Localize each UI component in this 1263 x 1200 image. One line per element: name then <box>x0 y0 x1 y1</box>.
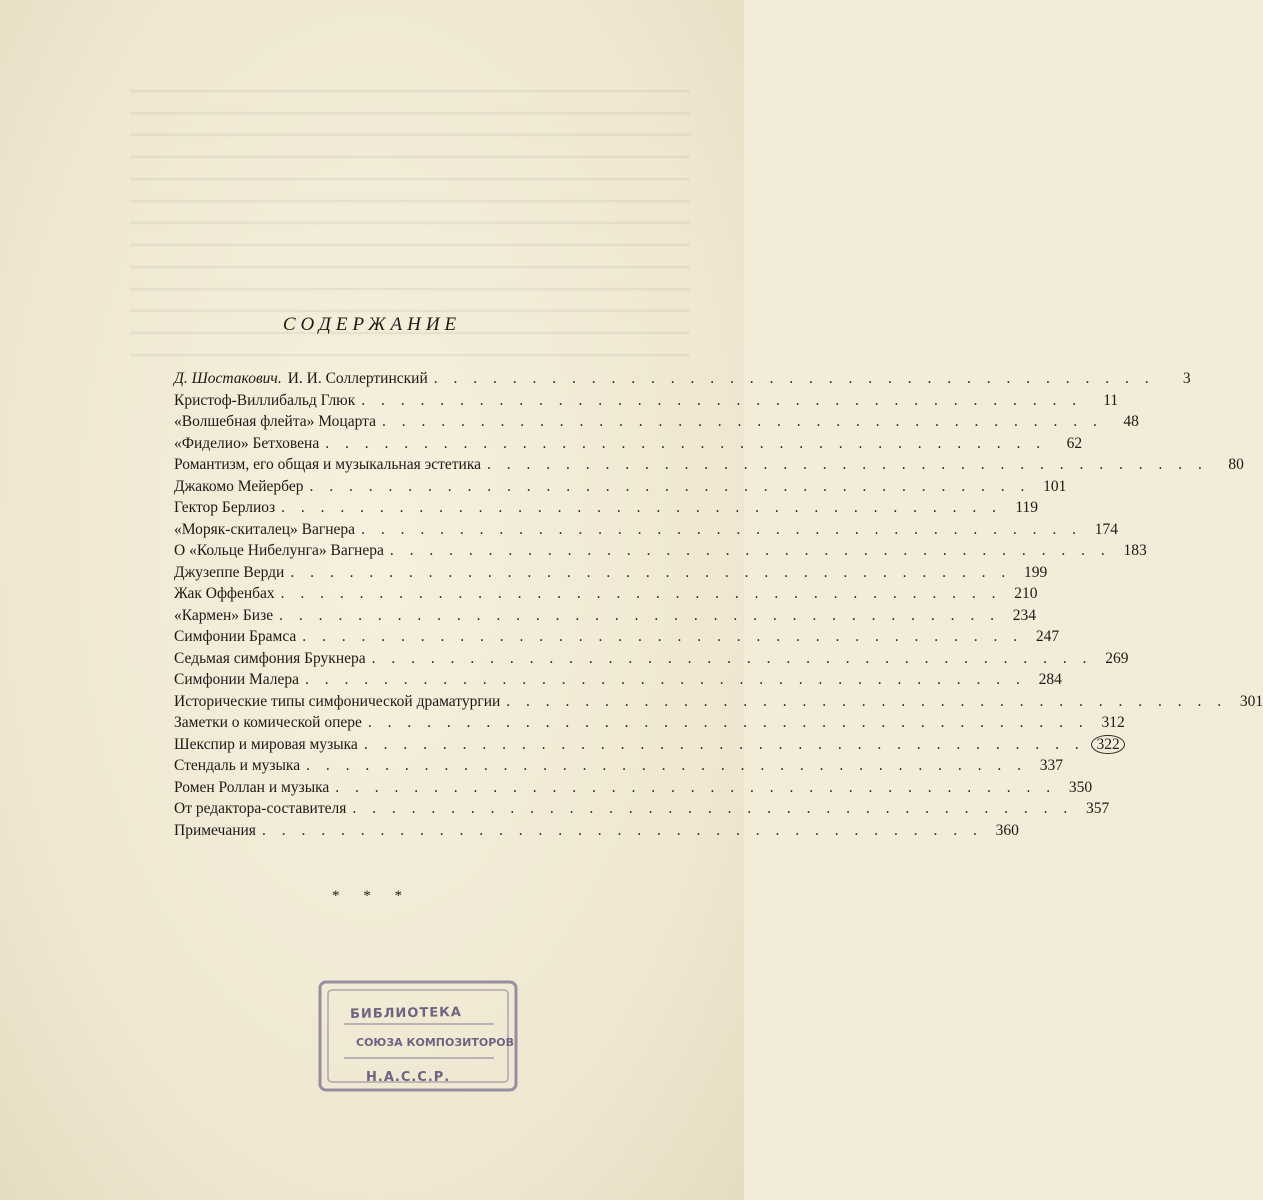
toc-entry-page <box>1079 798 1109 820</box>
toc-entry <box>174 476 1067 498</box>
toc-entry-title-text: Симфонии Брамса <box>174 628 297 645</box>
toc-leader-dots: . . . . . . . . . . . . . . . . . . . . . . . . . . . . . . . . . . . . . <box>280 585 1002 602</box>
toc-entry <box>174 411 1139 433</box>
toc-entry-title-text: Исторические типы симфонической драматургии <box>174 692 501 710</box>
toc-entry-title <box>174 691 500 713</box>
toc-entry <box>174 454 1244 476</box>
toc-entry <box>174 669 1062 691</box>
toc-entry-page <box>1091 734 1121 756</box>
toc-entry-title <box>174 562 284 584</box>
toc-entry-page <box>1017 562 1047 584</box>
page-number: 210 <box>1014 585 1038 602</box>
toc-entry <box>174 648 1129 670</box>
toc-leader-dots: . . . . . . . . . . . . . . . . . . . . . . . . . . . . . . . . . . . . . <box>382 413 1103 430</box>
page-number: 284 <box>1038 671 1062 688</box>
toc-leader-dots: . . . . . . . . . . . . . . . . . . . . . . . . . . . . . . . . . . . . . <box>389 542 1111 559</box>
toc-leader-dots: . . . . . . . . . . . . . . . . . . . . . . . . . . . . . . . . . . . . . <box>361 391 1083 409</box>
toc-entry-title <box>174 669 299 691</box>
toc-leader-dots: . . . . . . . . . . . . . . . . . . . . . . . . . . . . . . . . . . . . . <box>306 757 1027 774</box>
page-number: 269 <box>1105 649 1129 667</box>
toc-entry-page <box>1033 755 1063 777</box>
toc-entry-title-text: Джузеппе Верди <box>174 563 285 581</box>
toc-entry-page <box>1117 540 1147 562</box>
toc-entry-page <box>1036 476 1066 498</box>
toc-entry-page <box>1099 648 1129 670</box>
separator: * * * <box>332 888 412 904</box>
toc-entry-page <box>1214 454 1244 476</box>
toc-entry-title <box>174 433 319 455</box>
toc-entry-page <box>1088 519 1118 541</box>
page-number: 357 <box>1085 800 1110 817</box>
toc-entry-title <box>174 626 296 648</box>
toc-entry-page <box>1006 605 1036 627</box>
toc-entry-page <box>1233 691 1263 713</box>
toc-entry <box>174 734 1120 756</box>
page-number: 62 <box>1066 434 1083 452</box>
toc-entry-title <box>174 519 355 541</box>
toc-entry-title <box>174 820 256 842</box>
toc-entry-title-text: Симфонии Малера <box>174 671 300 688</box>
toc-entry-page <box>989 820 1019 842</box>
page-number: 101 <box>1043 477 1067 495</box>
toc-entry-title-text: О «Кольце Нибелунга» Вагнера <box>174 542 384 559</box>
toc-entry-title <box>174 390 355 412</box>
toc-entry <box>174 540 1147 562</box>
stamp-line-2: СОЮЗА КОМПОЗИТОРОВ <box>356 1036 515 1049</box>
toc-leader-dots: . . . . . . . . . . . . . . . . . . . . . . . . . . . . . . . . . . . . . <box>352 800 1074 817</box>
toc-entry-title-text: От редактора-составителя <box>174 800 347 817</box>
toc-leader-dots: . . . . . . . . . . . . . . . . . . . . . . . . . . . . . . . . . . . . . <box>363 735 1085 753</box>
toc-entry-title <box>174 777 329 799</box>
toc-entry-page <box>1109 411 1139 433</box>
table-of-contents <box>174 368 1263 841</box>
toc-entry-title-text: «Кармен» Бизе <box>174 606 274 624</box>
circled-page-number: 322 <box>1091 735 1124 754</box>
toc-entry-page <box>1062 777 1092 799</box>
page-number: 3 <box>1182 370 1191 387</box>
toc-leader-dots: . . . . . . . . . . . . . . . . . . . . . . . . . . . . . . . . . . . . . <box>367 714 1089 731</box>
toc-entry <box>174 583 1038 605</box>
toc-leader-dots: . . . . . . . . . . . . . . . . . . . . . . . . . . . . . . . . . . . . . <box>371 649 1093 667</box>
toc-leader-dots: . . . . . . . . . . . . . . . . . . . . . . . . . . . . . . . . . . . . . <box>261 821 983 839</box>
page-number: 360 <box>995 821 1019 839</box>
toc-leader-dots: . . . . . . . . . . . . . . . . . . . . . . . . . . . . . . . . . . . . . <box>279 606 1000 624</box>
toc-entry-title-text: Жак Оффенбах <box>174 585 275 602</box>
stamp-line-3: Н.А.С.С.Р. <box>366 1070 451 1085</box>
toc-entry <box>174 712 1125 734</box>
toc-entry <box>174 798 1110 820</box>
toc-entry <box>174 605 1036 627</box>
page-number: 183 <box>1123 542 1147 559</box>
toc-entry-title <box>174 476 304 498</box>
toc-entry-title <box>174 368 428 390</box>
toc-entry-title-text: И. И. Соллертинский <box>287 370 428 387</box>
page-number: 119 <box>1015 499 1039 516</box>
toc-entry-title-text: «Волшебная флейта» Моцарта <box>174 413 376 430</box>
toc-entry <box>174 691 1263 713</box>
toc-entry-title <box>174 648 366 670</box>
toc-leader-dots: . . . . . . . . . . . . . . . . . . . . . . . . . . . . . . . . . . . . . <box>325 434 1047 452</box>
toc-entry <box>174 497 1039 519</box>
toc-entry-title-text: Ромен Роллан и музыка <box>174 778 330 796</box>
toc-entry-title-text: Седьмая симфония Брукнера <box>174 649 366 667</box>
toc-entry <box>174 755 1063 777</box>
toc-leader-dots: . . . . . . . . . . . . . . . . . . . . . . . . . . . . . . . . . . . . . <box>302 628 1024 645</box>
toc-entry-page <box>1052 433 1082 455</box>
toc-leader-dots: . . . . . . . . . . . . . . . . . . . . . . . . . . . . . . . . . . . . . <box>433 370 1155 387</box>
page-title: СОДЕРЖАНИЕ <box>282 314 462 335</box>
toc-entry-title-text: Гектор Берлиоз <box>174 499 276 516</box>
page-number: 48 <box>1123 413 1139 430</box>
toc-leader-dots: . . . . . . . . . . . . . . . . . . . . . . . . . . . . . . . . . . . . . <box>309 477 1031 495</box>
page-number: 247 <box>1035 628 1060 645</box>
toc-entry-title-text: Кристоф-Виллибальд Глюк <box>174 391 356 409</box>
toc-entry <box>174 433 1083 455</box>
toc-entry-title-text: Стендаль и музыка <box>174 757 301 774</box>
toc-entry-title-text: Шекспир и мировая музыка <box>174 735 358 753</box>
toc-entry-title <box>174 798 346 820</box>
toc-entry-title-text: Романтизм, его общая и музыкальная эстетика <box>174 456 482 473</box>
page-number: 337 <box>1039 757 1063 774</box>
toc-entry <box>174 626 1060 648</box>
toc-entry-page <box>1008 497 1038 519</box>
toc-entry-title <box>174 734 358 756</box>
toc-entry <box>174 820 1019 842</box>
toc-leader-dots: . . . . . . . . . . . . . . . . . . . . . . . . . . . . . . . . . . . . . <box>335 778 1057 796</box>
toc-entry <box>174 777 1093 799</box>
toc-leader-dots: . . . . . . . . . . . . . . . . . . . . . . . . . . . . . . . . . . . . . <box>305 671 1026 688</box>
toc-entry-title-text: Джакомо Мейербер <box>174 477 304 495</box>
toc-entry <box>174 390 1119 412</box>
toc-entry-page <box>1088 390 1118 412</box>
page-number: 312 <box>1101 714 1125 731</box>
stamp-line-1: БИБЛИОТЕКА <box>349 1005 462 1022</box>
toc-entry-title <box>174 454 481 476</box>
toc-entry-page <box>1008 583 1038 605</box>
toc-entry-title-text: Примечания <box>174 821 256 839</box>
toc-entry-title <box>174 411 376 433</box>
toc-leader-dots: . . . . . . . . . . . . . . . . . . . . . . . . . . . . . . . . . . . . . <box>361 520 1082 538</box>
toc-leader-dots: . . . . . . . . . . . . . . . . . . . . . . . . . . . . . . . . . . . . . <box>281 499 1003 516</box>
toc-entry-title <box>174 497 275 519</box>
toc-leader-dots: . . . . . . . . . . . . . . . . . . . . . . . . . . . . . . . . . . . . . <box>506 692 1228 710</box>
page-number: 174 <box>1094 520 1118 538</box>
toc-entry <box>174 519 1118 541</box>
toc-entry-author: Д. Шостакович. <box>174 370 282 387</box>
toc-entry-title <box>174 755 300 777</box>
toc-entry-page <box>1032 669 1062 691</box>
toc-entry <box>174 368 1191 390</box>
page-number: 301 <box>1239 692 1263 710</box>
page-number: 199 <box>1023 563 1048 581</box>
toc-entry-title-text: «Фиделио» Бетховена <box>174 434 320 452</box>
toc-entry-title <box>174 583 275 605</box>
toc-entry-title <box>174 605 273 627</box>
toc-entry-title <box>174 712 362 734</box>
page-number: 80 <box>1228 456 1244 473</box>
toc-entry-page <box>1029 626 1059 648</box>
toc-entry-page <box>1095 712 1125 734</box>
toc-leader-dots: . . . . . . . . . . . . . . . . . . . . . . . . . . . . . . . . . . . . . <box>290 563 1012 581</box>
toc-entry-title-text: «Моряк-скиталец» Вагнера <box>174 520 356 538</box>
toc-entry-title <box>174 540 384 562</box>
toc-entry <box>174 562 1048 584</box>
toc-entry-page <box>1161 368 1191 390</box>
toc-leader-dots: . . . . . . . . . . . . . . . . . . . . . . . . . . . . . . . . . . . . . <box>487 456 1208 473</box>
page-number: 234 <box>1012 606 1036 624</box>
page-number: 11 <box>1103 391 1119 409</box>
page-number: 350 <box>1068 778 1093 796</box>
toc-entry-title-text: Заметки о комической опере <box>174 714 362 731</box>
